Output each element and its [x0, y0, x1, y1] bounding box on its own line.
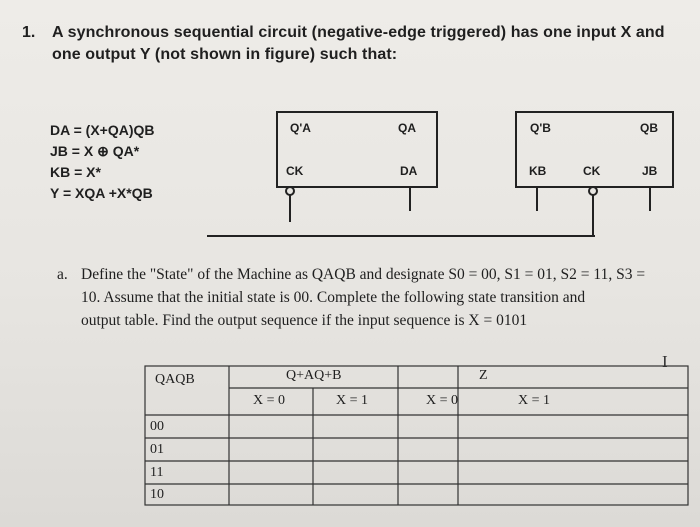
table-row-state-2: 11 [150, 465, 164, 480]
part-a-line-2: 10. Assume that the initial state is 00. Complete the following state transition and [81, 289, 586, 306]
d-ff-qa-label: QA [398, 121, 416, 135]
jk-ff-qb-label: QB [640, 121, 658, 135]
question-text-line-1: A synchronous sequential circuit (negative-edge triggered) has one input X and [52, 24, 665, 41]
d-ff-ck-label: CK [286, 164, 304, 178]
table-subheader-next-x0: X = 0 [253, 393, 286, 408]
table-row-state-3: 10 [150, 487, 164, 502]
part-a-tag: a. [57, 266, 68, 283]
jk-ff-kb-label: KB [529, 164, 547, 178]
jk-ff-jb-label: JB [642, 164, 658, 178]
table-subheader-out-x0: X = 0 [426, 393, 459, 408]
table-header-state: QAQB [155, 372, 195, 387]
jk-ff-ck-label: CK [583, 164, 601, 178]
text-cursor-icon: I [662, 352, 668, 371]
table-header-next-state: Q+AQ+B [286, 368, 342, 383]
table-row-state-0: 00 [150, 419, 164, 434]
part-a-line-1: Define the "State" of the Machine as QAQB and designate S0 = 00, S1 = 01, S2 = 11, S3 = [81, 266, 646, 283]
part-a-line-3: output table. Find the output sequence if the input sequence is X = 0101 [81, 312, 528, 329]
table-header-output: Z [479, 368, 488, 383]
equation-jb: JB = X ⊕ QA* [50, 143, 140, 159]
table-subheader-out-x1: X = 1 [518, 393, 551, 408]
jk-ff-qb-not-label: Q'B [530, 121, 551, 135]
table-subheader-next-x1: X = 1 [336, 393, 369, 408]
question-number: 1. [22, 24, 36, 41]
d-ff-qa-not-label: Q'A [290, 121, 311, 135]
equation-y: Y = XQA +X*QB [50, 185, 153, 201]
question-text-line-2: one output Y (not shown in figure) such that: [52, 46, 398, 63]
equation-kb: KB = X* [50, 164, 101, 180]
d-ff-da-label: DA [400, 164, 418, 178]
table-row-state-1: 01 [150, 442, 164, 457]
equation-da: DA = (X+QA)QB [50, 122, 155, 138]
